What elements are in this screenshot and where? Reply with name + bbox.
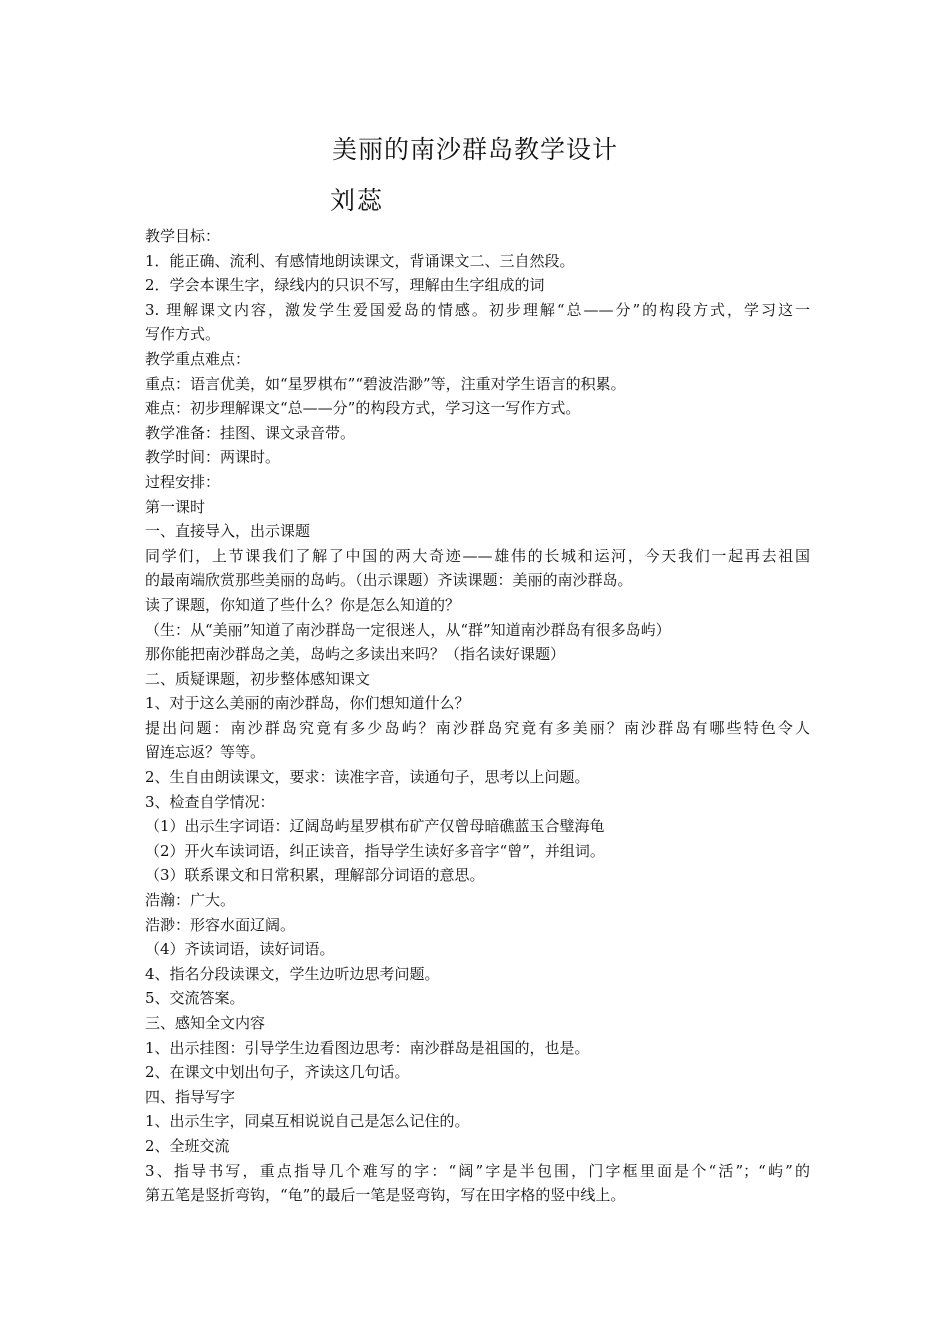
text-line: 教学准备：挂图、课文录音带。 — [145, 423, 356, 442]
text-line: 过程安排： — [145, 472, 221, 491]
section-heading: 四、指导写字 — [145, 1087, 236, 1106]
text-line: 2、在课文中划出句子，齐读这几句话。 — [145, 1063, 410, 1082]
author-name: 刘蕊 — [330, 186, 385, 215]
document-body — [145, 224, 810, 1208]
text-line: 1、对于这么美丽的南沙群岛，你们想知道什么？ — [145, 694, 470, 713]
text-line: 1、出示生字，同桌互相说说自己是怎么记住的。 — [145, 1112, 470, 1131]
text-line: 的最南端欣赏那些美丽的岛屿。（出示课题）齐读课题：美丽的南沙群岛。 — [145, 571, 633, 590]
text-line: 2、全班交流 — [145, 1136, 230, 1155]
text-line: 2、生自由朗读课文，要求：读准字音，读通句子，思考以上问题。 — [145, 768, 590, 787]
text-line: 教学时间：两课时。 — [145, 448, 281, 467]
text-line: 那你能把南沙群岛之美，岛屿之多读出来吗？（指名读好课题） — [145, 645, 566, 664]
text-line: 同学们，上节课我们了解了中国的两大奇迹——雄伟的长城和运河，今天我们一起再去祖国 — [145, 546, 810, 565]
text-line: 教学目标： — [145, 227, 221, 245]
text-line: 1、出示挂图：引导学生边看图边思考：南沙群岛是祖国的，也是。 — [145, 1038, 590, 1057]
text-line: 提出问题：南沙群岛究竟有多少岛屿？南沙群岛究竟有多美丽？南沙群岛有哪些特色令人 — [145, 718, 810, 737]
text-line: 第五笔是竖折弯钩，“龟”的最后一笔是竖弯钩，写在田字格的竖中线上。 — [145, 1186, 626, 1205]
text-line: 5、交流答案。 — [145, 989, 245, 1008]
section-heading: 二、质疑课题，初步整体感知课文 — [145, 669, 371, 688]
section-heading: 一、直接导入，出示课题 — [145, 522, 311, 541]
text-line: （3）联系课文和日常积累，理解部分词语的意思。 — [145, 866, 485, 885]
text-line: 4、指名分段读课文，学生边听边思考问题。 — [145, 964, 440, 983]
text-line: 难点：初步理解课文“总——分”的构段方式，学习这一写作方式。 — [145, 399, 581, 418]
text-line: 写作方式。 — [145, 325, 221, 344]
text-line: 留连忘返？等等。 — [145, 743, 266, 762]
text-line: 1．能正确、流利、有感情地朗读课文，背诵课文二、三自然段。 — [145, 251, 575, 270]
text-line: 教学重点难点： — [145, 349, 251, 368]
text-line: 浩瀚：广大。 — [145, 891, 236, 910]
text-line: 第一课时 — [145, 497, 206, 516]
section-heading: 三、感知全文内容 — [145, 1014, 266, 1032]
text-line: 浩渺：形容水面辽阔。 — [145, 915, 296, 934]
text-line: 3、指导书写，重点指导几个难写的字：“阔”字是半包围，门字框里面是个“活”；“屿”的 — [145, 1161, 810, 1180]
text-line: （1）出示生字词语：辽阔岛屿星罗棋布矿产仅曾母暗礁蓝玉合璧海龟 — [145, 817, 605, 836]
text-line: 重点：语言优美，如“星罗棋布”“碧波浩渺”等，注重对学生语言的积累。 — [145, 374, 626, 393]
text-line: （4）齐读词语，读好词语。 — [145, 940, 335, 959]
text-line: 读了课题，你知道了些什么？你是怎么知道的？ — [145, 595, 461, 614]
text-line: 3. 理解课文内容，激发学生爱国爱岛的情感。初步理解“总——分”的构段方式，学习这一 — [145, 300, 810, 319]
document-title: 美丽的南沙群岛教学设计 — [331, 135, 618, 164]
text-line: （生：从“美丽”知道了南沙群岛一定很迷人，从“群”知道南沙群岛有很多岛屿） — [145, 620, 671, 639]
text-line: （2）开火车读词语，纠正读音，指导学生读好多音字“曾”，并组词。 — [145, 841, 605, 860]
text-line: 3、检查自学情况： — [145, 792, 275, 811]
text-line: 2．学会本课生字，绿线内的只识不写，理解由生字组成的词 — [145, 276, 545, 295]
